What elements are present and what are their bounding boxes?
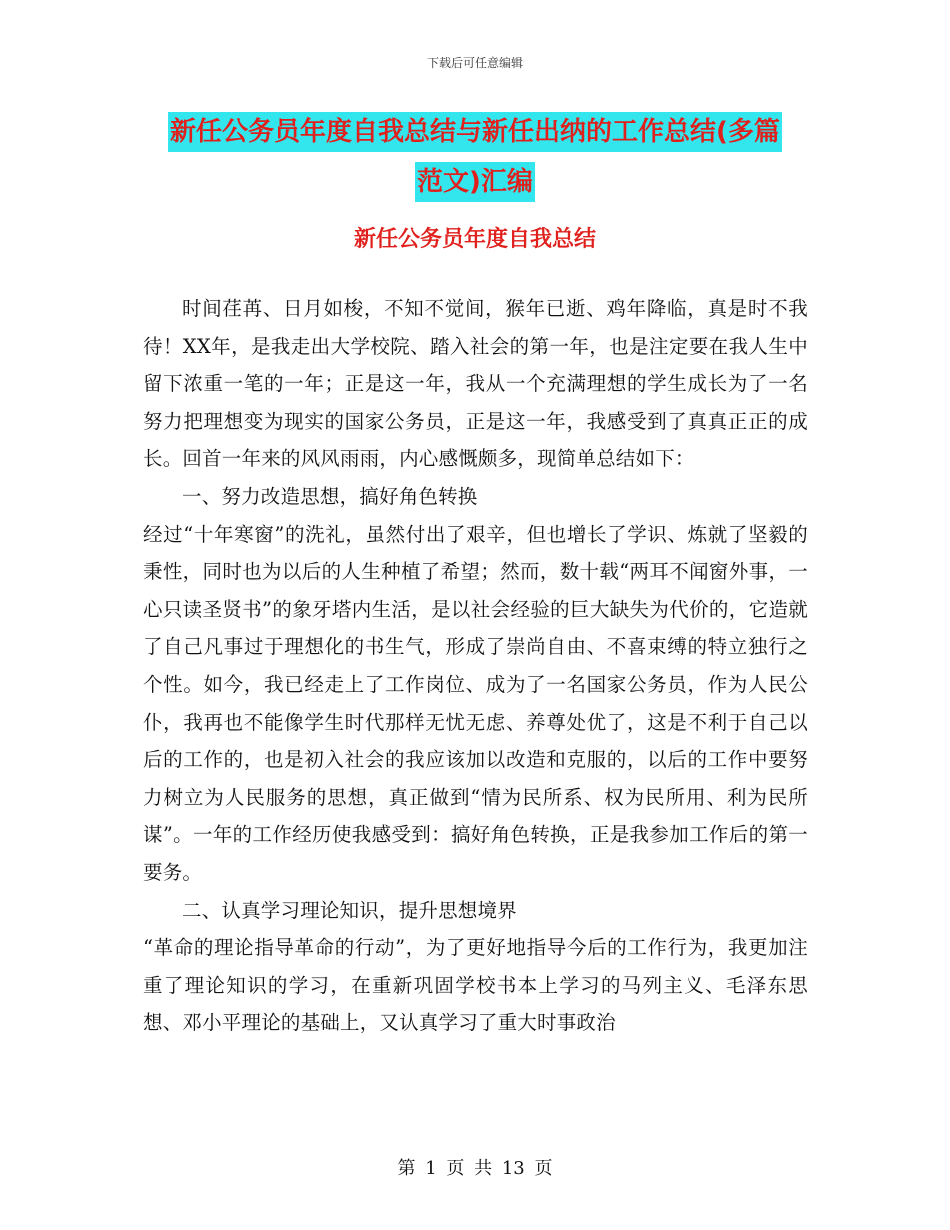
header-note: 下载后可任意编辑	[426, 56, 523, 70]
subheading-1: 一、努力改造思想，搞好角色转换	[182, 484, 478, 508]
paragraph-intro: 时间荏苒、日月如梭，不知不觉间，猴年已逝、鸡年降临，真是时不我待！XX年，是我走出大学校院、踏入社会的第一年，也是注定要在我人生中留下浓重一笔的一年；正是这一年，我从一个充满理想的学生成长为了一名努力把理想变为现实的国家公务员，正是这一年，我感受到了真真正正的成长。回首一年来的风风雨雨，内心感慨颇多，现简单总结如下：	[143, 297, 808, 471]
section-title: 新任公务员年度自我总结	[353, 227, 596, 252]
paragraph-1: 经过“十年寒窗”的洗礼，虽然付出了艰辛，但也增长了学识、炼就了坚毅的秉性，同时也为以后的人生种植了希望；然而，数十载“两耳不闻窗外事，一心只读圣贤书”的象牙塔内生活，是以社会经验的巨大缺失为代价的，它造就了自己凡事过于理想化的书生气，形成了崇尚自由、不喜束缚的特立独行之个性。如今，我已经走上了工作岗位、成为了一名国家公务员，作为人民公仆，我再也不能像学生时代那样无忧无虑、养尊处优了，这是不利于自己以后的工作的，也是初入社会的我应该加以改造和克服的，以后的工作中要努力树立为人民服务的思想，真正做到“情为民所系、权为民所用、利为民所谋”。一年的工作经历使我感受到：搞好角色转换，正是我参加工作后的第一要务。	[143, 522, 808, 884]
document-title-line-2: 范文)汇编	[415, 162, 535, 202]
subheading-2: 二、认真学习理论知识，提升思想境界	[182, 898, 517, 922]
document-title	[140, 112, 810, 212]
document-title-line-1: 新任公务员年度自我总结与新任出纳的工作总结(多篇	[168, 112, 782, 152]
page-number-footer: 第 1 页 共 13 页	[397, 1158, 553, 1179]
body-text	[143, 290, 808, 1042]
paragraph-2: “革命的理论指导革命的行动”，为了更好地指导今后的工作行为，我更加注重了理论知识的学习，在重新巩固学校书本上学习的马列主义、毛泽东思想、邓小平理论的基础上，又认真学习了重大时事政治	[143, 936, 808, 1035]
